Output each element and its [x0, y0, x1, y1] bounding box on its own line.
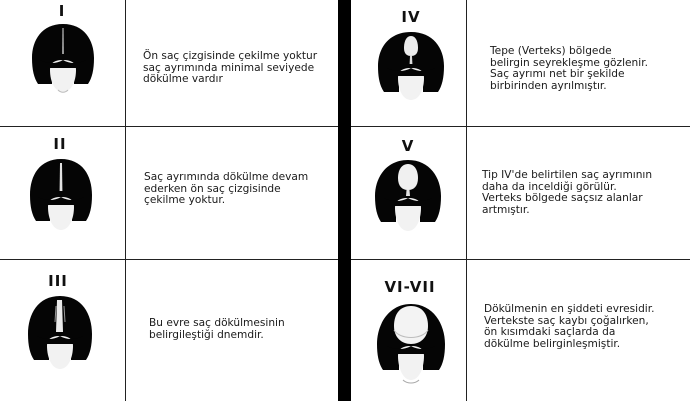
column-separator-right [466, 0, 467, 401]
stage-description: Dökülmenin en şiddeti evresidir. Vertekste saç kaybı çoğalırken, ön kısımdaki saçlarda da dökülme belirginleşmiştir. [484, 303, 655, 350]
head-stage-2-icon [26, 155, 96, 235]
stage-description: Bu evre saç dökülmesinin belirgileştiği dnemdir. [149, 317, 285, 341]
stage-description: Tepe (Verteks) bölgede belirgin seyrekleşme gözlenir. Saç ayrımı net bir şekilde birbirinden ayrılmıştır. [490, 45, 648, 92]
stage-description: Ön saç çizgisinde çekilme yoktur saç ayrımında minimal seviyede dökülme vardır [143, 50, 318, 85]
stage-numeral: IV [401, 8, 421, 26]
column-separator-left [125, 0, 126, 401]
head-stage-3-icon [24, 292, 96, 374]
row-separator-right-1 [351, 126, 690, 127]
stage-numeral: I [58, 2, 66, 20]
head-stage-5-icon [370, 156, 446, 236]
row-separator-right-2 [351, 259, 690, 260]
head-stage-6-7-icon [372, 300, 450, 388]
stage-numeral: II [53, 135, 67, 153]
stage-description: Saç ayrımında dökülme devam ederken ön saç çizgisinde çekilme yoktur. [144, 171, 309, 206]
head-stage-1-icon [28, 20, 98, 96]
center-divider [338, 0, 351, 401]
row-separator-left-1 [0, 126, 338, 127]
row-separator-left-2 [0, 259, 338, 260]
stage-description: Tip IV'de belirtilen saç ayrımının daha da inceldiği görülür. Verteks bölgede saçsız alanlar artmıştır. [482, 169, 653, 216]
stage-numeral: VI-VII [384, 278, 436, 296]
stage-numeral: III [48, 272, 68, 290]
stage-numeral: V [401, 137, 415, 155]
head-stage-4-icon [373, 28, 449, 104]
